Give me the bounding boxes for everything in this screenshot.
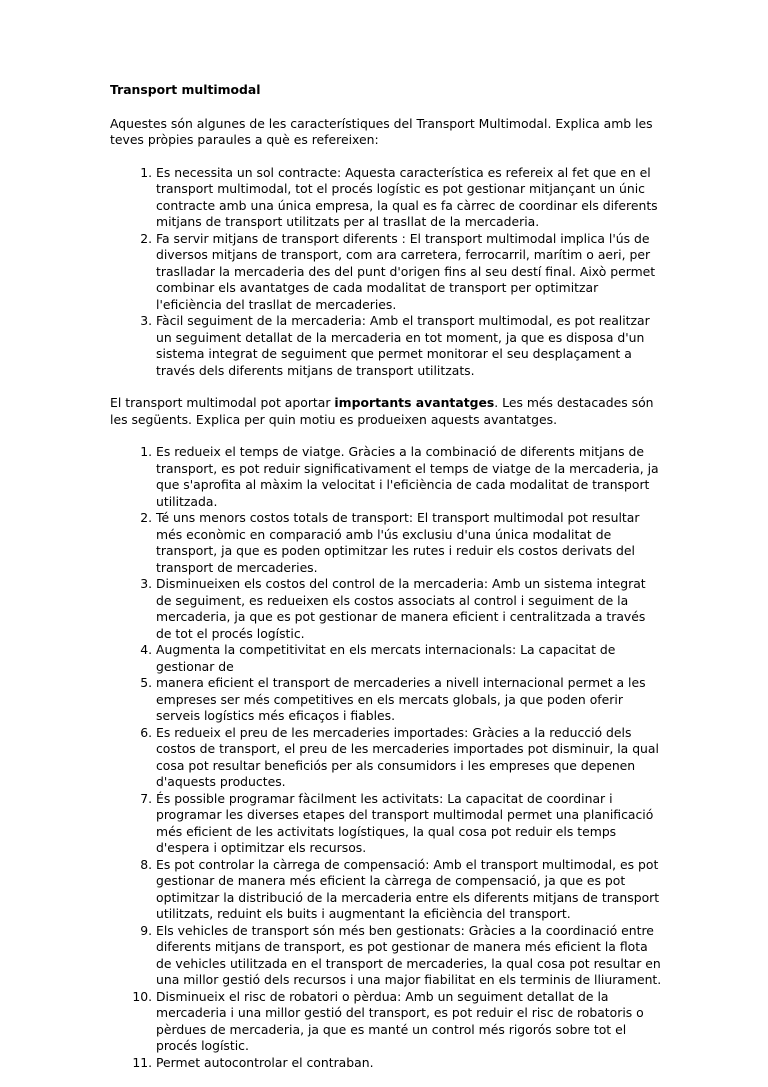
- list-item: 11. Permet autocontrolar el contraban.: [156, 1055, 662, 1072]
- list-item: 8. Es pot controlar la càrrega de compensació: Amb el transport multimodal, es pot gestionar de manera més eficient la càrrega de compensació, ja que es pot optimitzar la distribució de la mercaderia entre els diferents mitjans de transport utilitzats, reduint els buits i augmentant la eficiència del transport.: [156, 857, 662, 923]
- list-item: 1. Es redueix el temps de viatge. Gràcies a la combinació de diferents mitjans de transport, es pot reduir significativament el temps de viatge de la mercaderia, ja que s'aprofita al màxim la velocitat i l'eficiència de cada modalitat de transport utilitzada.: [156, 444, 662, 510]
- list-item: 9. Els vehicles de transport són més ben gestionats: Gràcies a la coordinació entre diferents mitjans de transport, es pot gestionar de manera més eficient la flota de vehicles utilitzada en el transport de mercaderies, la qual cosa pot resultar en una millor gestió dels recursos i una major fiabilitat en els terminis de lliurament.: [156, 923, 662, 989]
- advantages-list: [110, 444, 662, 1071]
- list-item: 2. Fa servir mitjans de transport diferents : El transport multimodal implica l'ús de diversos mitjans de transport, com ara carretera, ferrocarril, marítim o aeri, per traslladar la mercaderia des del punt d'origen fins al seu destí final. Això permet combinar els avantatges de cada modalitat de transport per optimitzar l'eficiència del trasllat de mercaderies.: [156, 231, 662, 314]
- list-item: 3. Fàcil seguiment de la mercaderia: Amb el transport multimodal, es pot realitzar un seguiment detallat de la mercaderia en tot moment, ja que es disposa d'un sistema integrat de seguiment que permet monitorar el seu desplaçament a través dels diferents mitjans de transport utilitzats.: [156, 313, 662, 379]
- list-item: 10. Disminueix el risc de robatori o pèrdua: Amb un seguiment detallat de la mercaderia i una millor gestió del transport, es pot reduir el risc de robatoris o pèrdues de mercaderia, ja que es manté un control més rigorós sobre tot el procés logístic.: [156, 989, 662, 1055]
- list-item: 3. Disminueixen els costos del control de la mercaderia: Amb un sistema integrat de seguiment, es redueixen els costos associats al control i seguiment de la mercaderia, ja que es pot gestionar de manera eficient i centralitzada a través de tot el procés logístic.: [156, 576, 662, 642]
- intro-advantages: [110, 395, 662, 428]
- list-item: 4. Augmenta la competitivitat en els mercats internacionals: La capacitat de gestionar de: [156, 642, 662, 675]
- list-item: 2. Té uns menors costos totals de transport: El transport multimodal pot resultar més econòmic en comparació amb l'ús exclusiu d'una única modalitat de transport, ja que es poden optimitzar les rutes i reduir els costos derivats del transport de mercaderies.: [156, 510, 662, 576]
- list-item: 5. manera eficient el transport de mercaderies a nivell internacional permet a les empreses ser més competitives en els mercats globals, ja que poden oferir serveis logístics més eficaços i fiables.: [156, 675, 662, 725]
- intro-advantages-text-before: El transport multimodal pot aportar: [110, 395, 335, 410]
- list-item: 1. Es necessita un sol contracte: Aquesta característica es refereix al fet que en el transport multimodal, tot el procés logístic es pot gestionar mitjançant un únic contracte amb una única empresa, la qual es fa càrrec de coordinar els diferents mitjans de transport utilitzats per al trasllat de la mercaderia.: [156, 165, 662, 231]
- intro-advantages-text-after: . Les més destacades són les següents. Explica per quin motiu es produeixen aquests avantatges.: [110, 395, 654, 427]
- document-page: [110, 82, 662, 1087]
- intro-advantages-bold: importants avantatges: [334, 395, 495, 410]
- list-item: 7. És possible programar fàcilment les activitats: La capacitat de coordinar i programar les diverses etapes del transport multimodal permet una planificació més eficient de les activitats logístiques, la qual cosa pot reduir els temps d'espera i optimitzar els recursos.: [156, 791, 662, 857]
- list-item: 6. Es redueix el preu de les mercaderies importades: Gràcies a la reducció dels costos de transport, el preu de les mercaderies importades pot disminuir, la qual cosa pot resultar beneficiós per als consumidors i les empreses que depenen d'aquests productes.: [156, 725, 662, 791]
- intro-characteristics: Aquestes són algunes de les característiques del Transport Multimodal. Explica amb les teves pròpies paraules a què es refereixen:: [110, 115, 653, 147]
- characteristics-list: [110, 165, 662, 380]
- document-title: Transport multimodal: [110, 82, 261, 97]
